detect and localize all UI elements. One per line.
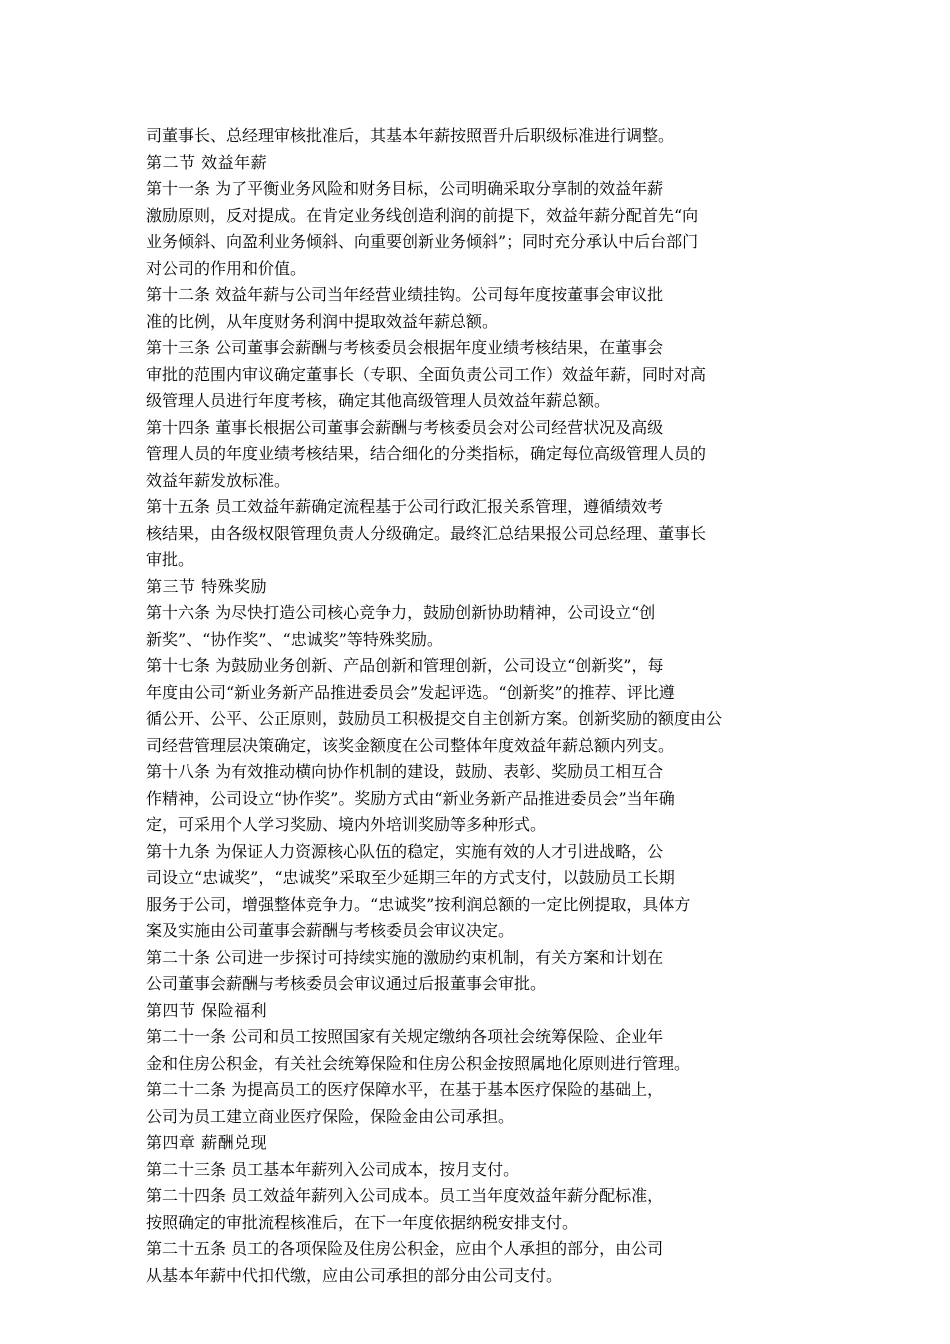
- text-line: 业务倾斜、向盈利业务倾斜、向重要创新业务倾斜”；同时充分承认中后台部门: [146, 232, 699, 251]
- text-line: 第十一条 为了平衡业务风险和财务目标，公司明确采取分享制的效益年薪: [146, 179, 664, 198]
- text-line: 级管理人员进行年度考核，确定其他高级管理人员效益年薪总额。: [146, 391, 611, 410]
- text-line: 按照确定的审批流程核准后，在下一年度依据纳税安排支付。: [146, 1212, 579, 1232]
- text-line: 第二十一条 公司和员工按照国家有关规定缴纳各项社会统筹保险、企业年: [146, 1027, 664, 1046]
- text-line: 核结果，由各级权限管理负责人分级确定。最终汇总结果报公司总经理、董事长: [146, 523, 707, 543]
- text-line: 第二十条 公司进一步探讨可持续实施的激励约束机制，有关方案和计划在: [146, 947, 664, 967]
- chapter-heading: 第四章 薪酬兑现: [146, 1133, 268, 1152]
- text-line: 第十六条 为尽快打造公司核心竞争力，鼓励创新协助精神，公司设立“创: [146, 603, 656, 622]
- text-line: 作精神，公司设立“协作奖”。奖励方式由“新业务新产品推进委员会”当年确: [146, 788, 675, 808]
- text-line: 第十九条 为保证人力资源核心队伍的稳定，实施有效的人才引进战略，公: [146, 841, 664, 861]
- text-line: 激励原则，反对提成。在肯定业务线创造利润的前提下，效益年薪分配首先“向: [146, 205, 699, 225]
- text-line: 第十七条 为鼓励业务创新、产品创新和管理创新，公司设立“创新奖”，每: [146, 656, 664, 675]
- text-line: 准的比例，从年度财务利润中提取效益年薪总额。: [146, 311, 499, 331]
- text-line: 第十三条 公司董事会薪酬与考核委员会根据年度业绩考核结果，在董事会: [146, 338, 664, 357]
- text-line: 第二十三条 员工基本年薪列入公司成本，按月支付。: [146, 1159, 520, 1179]
- text-line: 服务于公司，增强整体竞争力。“忠诚奖”按利润总额的一定比例提取，具体方: [146, 894, 691, 914]
- section-heading: 第三节 特殊奖励: [146, 576, 268, 596]
- text-line: 定，可采用个人学习奖励、境内外培训奖励等多种形式。: [146, 815, 547, 834]
- section-heading: 第二节 效益年薪: [146, 152, 268, 172]
- text-line: 年度由公司“新业务新产品推进委员会”发起评选。“创新奖”的推荐、评比遵: [146, 682, 675, 702]
- text-line: 司董事长、总经理审核批准后，其基本年薪按照晋升后职级标准进行调整。: [146, 126, 675, 145]
- text-line: 案及实施由公司董事会薪酬与考核委员会审议决定。: [146, 921, 515, 940]
- document-body: [146, 123, 810, 1289]
- text-line: 第十二条 效益年薪与公司当年经营业绩挂钩。公司每年度按董事会审议批: [146, 285, 664, 304]
- text-line: 第十四条 董事长根据公司董事会薪酬与考核委员会对公司经营状况及高级: [146, 417, 664, 437]
- text-line: 新奖”、“协作奖”、“忠诚奖”等特殊奖励。: [146, 629, 443, 649]
- text-line: 效益年薪发放标准。: [146, 470, 291, 490]
- text-line: 审批的范围内审议确定董事长（专职、全面负责公司工作）效益年薪，同时对高: [146, 364, 707, 384]
- text-line: 第二十二条 为提高员工的医疗保障水平，在基于基本医疗保险的基础上，: [146, 1080, 664, 1099]
- section-heading: 第四节 保险福利: [146, 1000, 268, 1020]
- text-line: 公司董事会薪酬与考核委员会审议通过后报董事会审批。: [146, 974, 547, 993]
- text-line: 第二十五条 员工的各项保险及住房公积金，应由个人承担的部分，由公司: [146, 1239, 664, 1258]
- text-line: 从基本年薪中代扣代缴，应由公司承担的部分由公司支付。: [146, 1265, 563, 1285]
- text-line: 循公开、公平、公正原则，鼓励员工积极提交自主创新方案。创新奖励的额度由公: [146, 709, 723, 728]
- text-line: 司经营管理层决策确定，该奖金额度在公司整体年度效益年薪总额内列支。: [146, 735, 675, 755]
- text-line: 管理人员的年度业绩考核结果，结合细化的分类指标，确定每位高级管理人员的: [146, 444, 707, 463]
- text-line: 审批。: [146, 550, 195, 569]
- text-line: 金和住房公积金，有关社会统筹保险和住房公积金按照属地化原则进行管理。: [146, 1053, 691, 1073]
- text-line: 第十八条 为有效推动横向协作机制的建设，鼓励、表彰、奖励员工相互合: [146, 762, 664, 781]
- text-line: 司设立“忠诚奖”，“忠诚奖”采取至少延期三年的方式支付，以鼓励员工长期: [146, 868, 675, 887]
- text-line: 第十五条 员工效益年薪确定流程基于公司行政汇报关系管理，遵循绩效考: [146, 497, 664, 516]
- text-line: 第二十四条 员工效益年薪列入公司成本。员工当年度效益年薪分配标准，: [146, 1186, 664, 1205]
- text-line: 公司为员工建立商业医疗保险，保险金由公司承担。: [146, 1106, 515, 1126]
- text-line: 对公司的作用和价值。: [146, 258, 307, 278]
